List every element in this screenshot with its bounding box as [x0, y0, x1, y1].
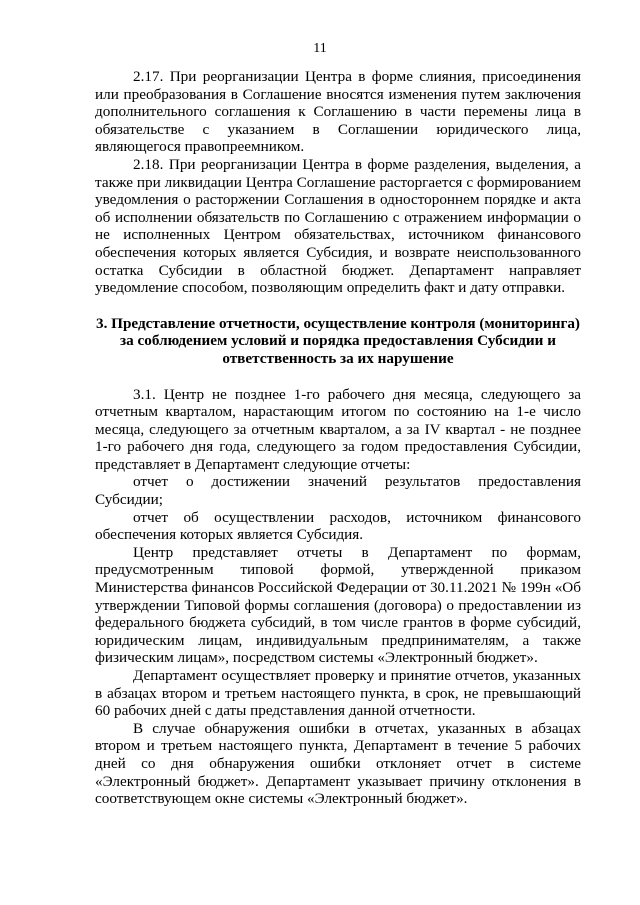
paragraph-3-1: 3.1. Центр не позднее 1-го рабочего дня месяца, следующего за отчетным кварталом, нарастающим итогом по состоянию на 1-е число месяца, следующего за отчетным кварталом, а за IV квартал - не позднее 1-го рабочего дня года, следующего за годом предоставления Субсидии, представляет в Департамент следующие отчеты:	[95, 385, 581, 473]
section-heading: 3. Представление отчетности, осуществление контроля (мониторинга) за соблюдением условий и порядка предоставления Субсидии и ответственность за их нарушение	[95, 314, 580, 367]
paragraph-report-forms: Центр представляет отчеты в Департамент по формам, предусмотренным типовой формой, утвержденной приказом Министерства финансов Российской Федерации от 30.11.2021 № 199н «Об утверждении Типовой формы соглашения (договора) о предоставлении из федерального бюджета субсидий, в том числе грантов в форме субсидий, юридическим лицам, индивидуальным предпринимателям, а также физическим лицам», посредством системы «Электронный бюджет».	[95, 543, 581, 667]
paragraph-2-17: 2.17. При реорганизации Центра в форме слияния, присоединения или преобразования в Соглашение вносятся изменения путем заключения дополнительного соглашения к Соглашению в части перемены лица в обязательстве с указанием в Соглашении юридического лица, являющегося правопреемником.	[95, 68, 581, 156]
paragraph-report-results: отчет о достижении значений результатов предоставления Субсидии;	[95, 473, 581, 509]
paragraph-2-18: 2.18. При реорганизации Центра в форме разделения, выделения, а также при ликвидации Центра Соглашение расторгается с формированием уведомления о расторжении Соглашения в одностороннем порядке и акта об исполнении обязательств по Соглашению с отражением информации о не исполненных Центром обязательствах, источником финансового обеспечения которых является Субсидия, и возврате неиспользованного остатка Субсидии в областной бюджет. Департамент направляет уведомление способом, позволяющим определить факт и дату отправки.	[95, 155, 581, 297]
paragraph-report-check: Департамент осуществляет проверку и принятие отчетов, указанных в абзацах втором и третьем настоящего пункта, в срок, не превышающий 60 рабочих дней с даты представления данной отчетности.	[95, 667, 581, 720]
paragraph-report-expenses: отчет об осуществлении расходов, источником финансового обеспечения которых является Субсидия.	[95, 508, 581, 544]
document-body	[95, 68, 581, 808]
page-number: 11	[313, 41, 327, 56]
paragraph-report-errors: В случае обнаружения ошибки в отчетах, указанных в абзацах втором и третьем настоящего пункта, Департамент в течение 5 рабочих дней со дня обнаружения ошибки отклоняет отчет в системе «Электронный бюджет». Департамент указывает причину отклонения в соответствующем окне системы «Электронный бюджет».	[95, 719, 581, 808]
